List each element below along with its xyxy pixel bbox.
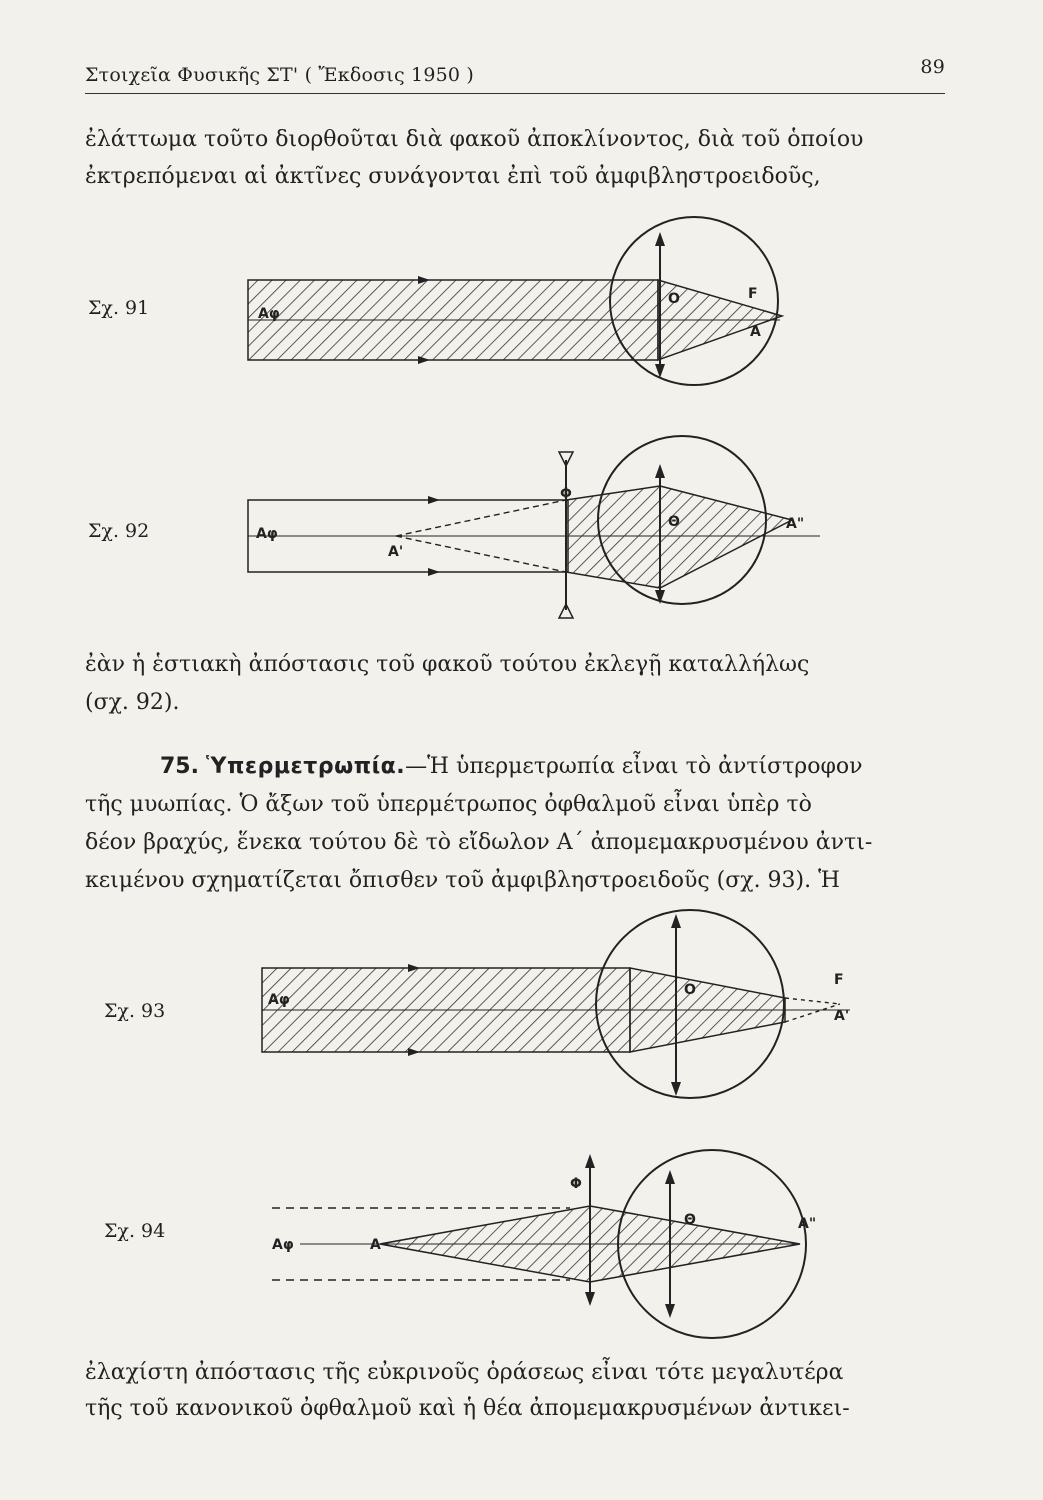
fig91-label-focus: F	[748, 286, 758, 302]
paragraph-1-line-1: ἐλάττωμα τοῦτο διορθοῦται διὰ φακοῦ ἀποκλίνοντος, διὰ τοῦ ὁποίου	[85, 127, 864, 152]
page-number: 89	[920, 56, 945, 78]
fig92-label-lens: Θ	[668, 514, 680, 530]
paragraph-3-line-3: δέον βραχύς, ἕνεκα τούτου δὲ τὸ εἴδωλον Α΄ ἀπομεμακρυσμένου ἀντι-	[85, 830, 873, 855]
paragraph-4-line-2: τῆς τοῦ κανονικοῦ ὀφθαλμοῦ καὶ ἡ θέα ἀπομεμακρυσμένων ἀντικει-	[85, 1396, 850, 1421]
fig94-diverging	[380, 1206, 590, 1282]
fig92-diverging	[566, 486, 660, 588]
paragraph-1-line-2: ἐκτρεπόμεναι αἱ ἀκτῖνες συνάγονται ἐπὶ τοῦ ἀμφιβληστροειδοῦς,	[85, 164, 821, 189]
fig91-label-object: Αφ	[258, 306, 280, 322]
fig93-label-lens: Ο	[684, 982, 696, 998]
paragraph-2-line-1: ἐὰν ἡ ἑστιακὴ ἀπόστασις τοῦ φακοῦ τούτου ἐκλεγῇ καταλλήλως	[85, 652, 810, 677]
fig94-label-corrective: Φ	[570, 1176, 582, 1192]
fig94-label-near: Α	[370, 1237, 381, 1253]
fig92-cone	[660, 486, 792, 588]
fig93-cone	[630, 968, 785, 1052]
fig93-label-image: Α'	[834, 1008, 850, 1024]
fig93-label-focus: F	[834, 972, 844, 988]
section-number: 75.	[160, 754, 199, 779]
fig91-caption: Σχ. 91	[88, 297, 150, 319]
fig92-label-corrective: Φ	[560, 486, 572, 502]
paragraph-2-line-2: (σχ. 92).	[85, 690, 180, 715]
fig94-caption: Σχ. 94	[104, 1220, 166, 1242]
fig91-label-image: Α	[750, 324, 761, 340]
fig92-caption: Σχ. 92	[88, 520, 150, 542]
header-title: Στοιχεῖα Φυσικῆς ΣΤ' ( Ἔκδοσις 1950 )	[85, 64, 475, 86]
fig92-label-virtual: Α'	[388, 544, 404, 560]
fig91-label-lens: Ο	[668, 291, 680, 307]
section-title: Ὑπερμετρωπία.	[205, 754, 406, 779]
fig94-label-object: Αφ	[272, 1237, 294, 1253]
fig92-label-image: Α"	[786, 516, 805, 532]
paragraph-3-line-2: τῆς μυωπίας. Ὁ ἄξων τοῦ ὑπερμέτρωπος ὀφθαλμοῦ εἶναι ὑπὲρ τὸ	[85, 792, 812, 817]
fig93-label-object: Αφ	[268, 992, 290, 1008]
paragraph-3-line-4: κειμένου σχηματίζεται ὄπισθεν τοῦ ἀμφιβληστροειδοῦς (σχ. 93). Ἡ	[85, 868, 840, 893]
section-75-line-1	[160, 752, 960, 782]
fig92-label-object: Αφ	[256, 526, 278, 542]
fig93-caption: Σχ. 93	[104, 1000, 166, 1022]
fig94-label-image: Α"	[798, 1216, 817, 1232]
paragraph-4-line-1: ἐλαχίστη ἀπόστασις τῆς εὐκρινοῦς ὁράσεως εἶναι τότε μεγαλυτέρα	[85, 1360, 844, 1385]
fig94-label-lens: Θ	[684, 1212, 696, 1228]
section-75-line-1-text: —Ἡ ὑπερμετρωπία εἶναι τὸ ἀντίστροφον	[405, 754, 863, 779]
